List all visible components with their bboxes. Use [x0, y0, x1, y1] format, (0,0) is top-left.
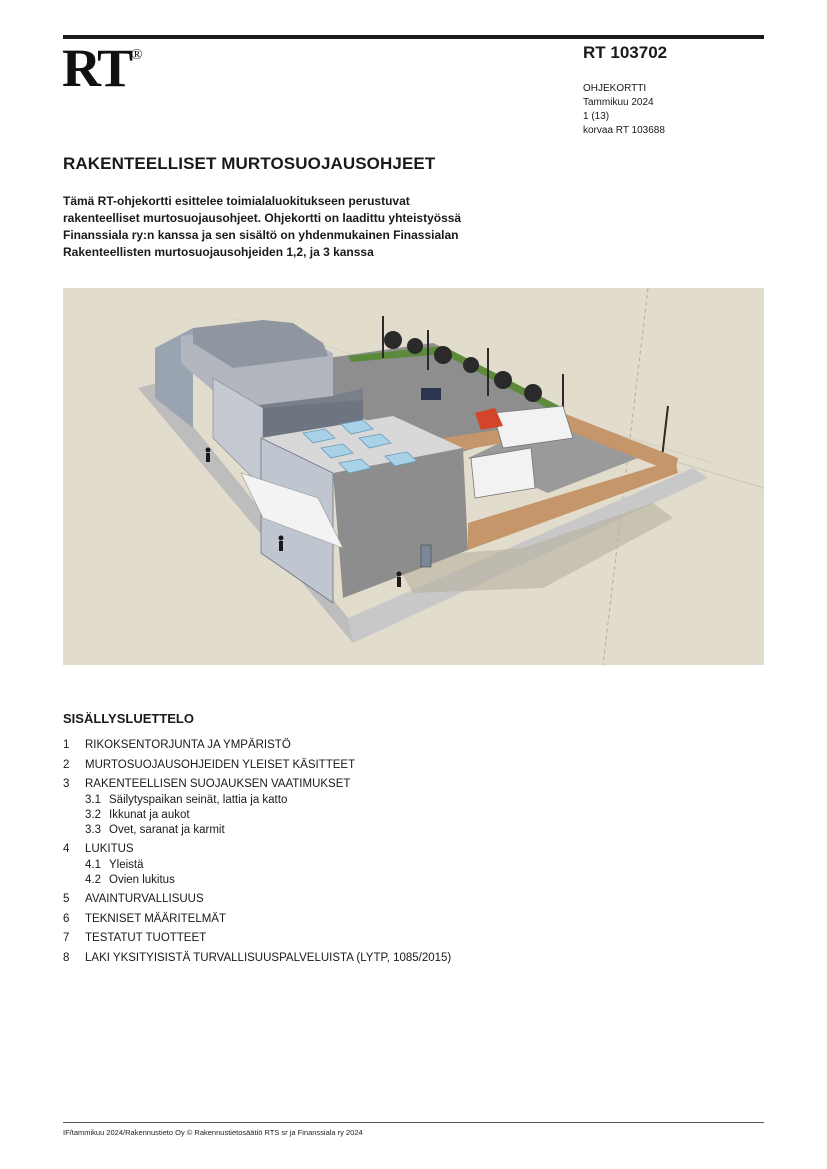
toc-item-number: 3 [63, 778, 70, 790]
toc-heading: SISÄLLYSLUETTELO [63, 711, 194, 726]
toc-item-number: 6 [63, 912, 70, 925]
intro-paragraph [63, 193, 483, 261]
toc-subitem-label: Säilytyspaikan seinät, lattia ja katto [109, 793, 288, 806]
toc-item-number: 1 [63, 739, 70, 751]
toc-subitem-number: 3.2 [85, 808, 101, 821]
toc-item-label: LUKITUS [85, 843, 134, 855]
page-title: RAKENTEELLISET MURTOSUOJAUSOHJEET [63, 154, 436, 173]
toc-item-label: TESTATUT TUOTTEET [85, 932, 207, 944]
toc-subitem-number: 4.1 [85, 858, 101, 871]
doc-code: RT 103702 [583, 43, 668, 62]
rt-logo: RT® [62, 38, 143, 98]
intro-line: Tämä RT-ohjekortti esittelee toimialaluokitukseen perustuvat [63, 194, 410, 208]
meta-pages: 1 (13) [583, 111, 610, 122]
toc-item-label: RIKOKSENTORJUNTA JA YMPÄRISTÖ [85, 739, 291, 751]
bottom-rule [63, 1122, 764, 1123]
toc-item-number: 8 [63, 951, 70, 964]
toc-item-label: LAKI YKSITYISISTÄ TURVALLISUUSPALVELUISTA (LYTP, 1085/2015) [85, 951, 452, 964]
toc-subitem-label: Ovet, saranat ja karmit [109, 823, 225, 836]
intro-line: Rakenteellisten murtosuojausohjeiden 1,2, ja 3 kanssa [63, 245, 374, 259]
toc-item-label: RAKENTEELLISEN SUOJAUKSEN VAATIMUKSET [85, 778, 351, 790]
meta-type: OHJEKORTTI [583, 83, 647, 94]
toc-item-number: 2 [63, 758, 70, 771]
toc-subitem-label: Yleistä [109, 858, 144, 871]
toc-subitem-number: 3.1 [85, 793, 101, 806]
building-illustration [63, 288, 764, 665]
toc-item-label: AVAINTURVALLISUUS [85, 893, 204, 905]
toc-item-number: 5 [63, 893, 70, 905]
toc-item-label: TEKNISET MÄÄRITELMÄT [85, 912, 227, 925]
intro-line: Finanssiala ry:n kanssa ja sen sisältö on yhdenmukainen Finassialan [63, 228, 459, 242]
footer-text: IF/tammikuu 2024/Rakennustieto Oy © Rakennustietosäätiö RTS sr ja Finanssiala ry 2024 [63, 1128, 363, 1137]
intro-line: rakenteelliset murtosuojausohjeet. Ohjekortti on laadittu yhteistyössä [63, 211, 462, 225]
meta-replaces: korvaa RT 103688 [583, 125, 665, 136]
top-rule [63, 35, 764, 39]
meta-date: Tammikuu 2024 [583, 97, 654, 108]
toc-subitem-number: 3.3 [85, 823, 101, 836]
toc-item-number: 4 [63, 843, 70, 855]
toc-item-label: MURTOSUOJAUSOHJEIDEN YLEISET KÄSITTEET [85, 758, 356, 771]
doc-meta [583, 82, 665, 138]
toc-item-number: 7 [63, 932, 70, 944]
toc-subitem-number: 4.2 [85, 873, 101, 886]
toc-subitem-label: Ikkunat ja aukot [109, 808, 190, 821]
toc-subitem-label: Ovien lukitus [109, 873, 175, 886]
